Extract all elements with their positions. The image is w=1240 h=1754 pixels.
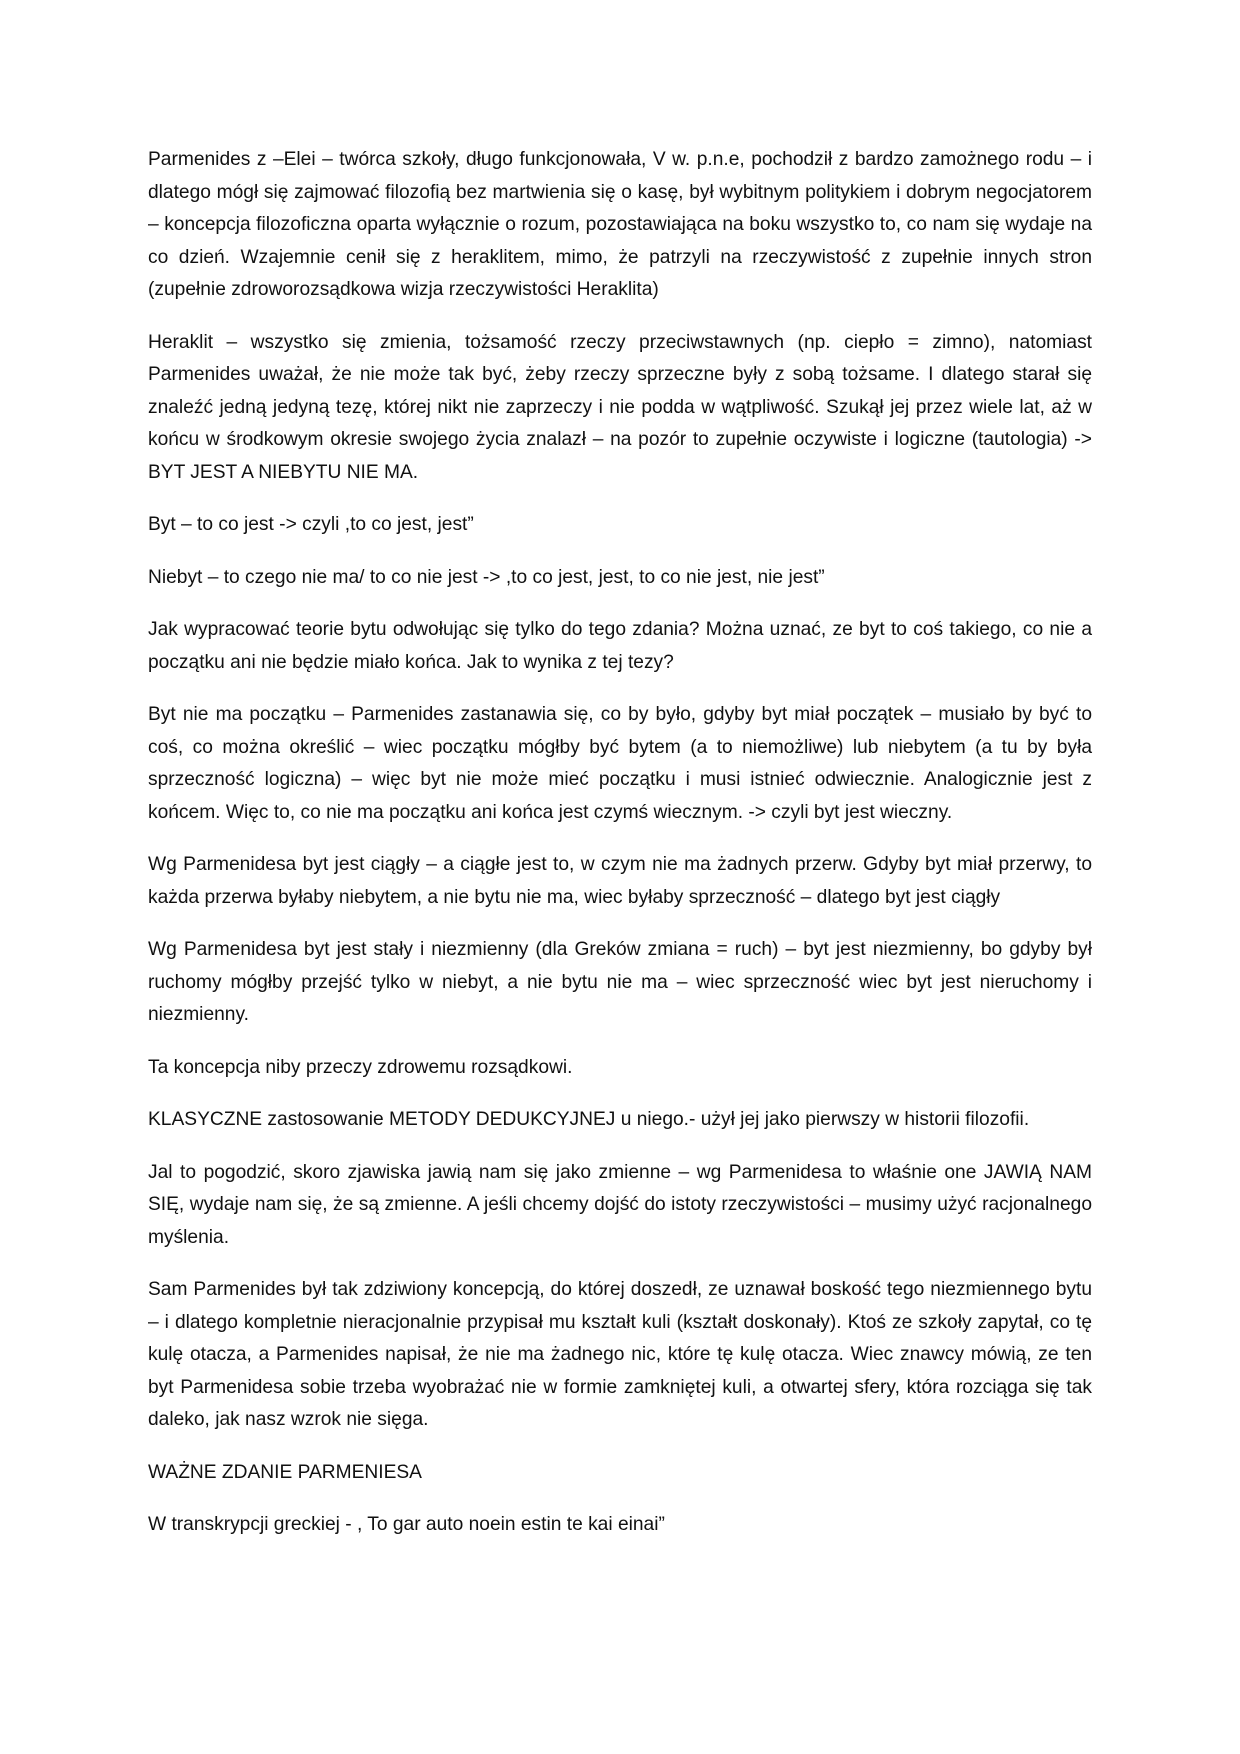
paragraph-byt-definition: Byt – to co jest -> czyli ,to co jest, jest” — [148, 514, 474, 535]
paragraph-niebyt-definition: Niebyt – to czego nie ma/ to co nie jest -> ,to co jest, jest, to co nie jest, nie jest” — [148, 566, 825, 588]
paragraph-sphere: Sam Parmenides był tak zdziwiony koncepcją, do której doszedł, ze uznawał boskość tego niezmiennego bytu – i dlatego kompletnie nieracjonalnie przypisał mu kształt kuli (kształt doskonały). Ktoś ze szkoły zapytał, co tę kulę otacza, a Parmenides napisał, że nie ma żadnego nic, które tę kulę otacza. Wiec znawcy mówią, ze ten byt Parmenidesa sobie trzeba wyobrażać nie w formie zamkniętej kuli, a otwartej sfery, która rozciąga się tak daleko, jak nasz wzrok nie sięga. — [148, 1279, 1092, 1430]
paragraph-greek-transcription: W transkrypcji greckiej - , To gar auto noein estin te kai einai” — [148, 1514, 665, 1535]
paragraph-important-heading: WAŻNE ZDANIE PARMENIESA — [148, 1461, 422, 1483]
paragraph-deductive-method: KLASYCZNE zastosowanie METODY DEDUKCYJNEJ u niego.- użył jej jako pierwszy w historii filozofii. — [148, 1109, 1030, 1130]
paragraph-parmenides-intro: Parmenides z –Elei – twórca szkoły, długo funkcjonowała, V w. p.n.e, pochodził z bardzo zamożnego rodu – i dlatego mógł się zajmować filozofią bez martwienia się o kasę, był wybitnym politykiem i dobrym negocjatorem – koncepcja filozoficzna oparta wyłącznie o rozum, pozostawiająca na boku wszystko to, co nam się wydaje na co dzień. Wzajemnie cenił się z heraklitem, mimo, że patrzyli na rzeczywistość z zupełnie innych stron (zupełnie zdroworozsądkowa wizja rzeczywistości Heraklita) — [148, 149, 1092, 300]
paragraph-heraklit: Heraklit – wszystko się zmienia, tożsamość rzeczy przeciwstawnych (np. ciepło = zimno), natomiast Parmenides uważał, że nie może tak być, żeby rzeczy sprzeczne były z sobą tożsame. I dlatego starał się znaleźć jedną jedyną tezę, której nikt nie zaprzeczy i nie podda w wątpliwość. Szukął jej przez wiele lat, aż w końcu w środkowym okresie swojego życia znalazł – na pozór to zupełnie oczywiste i logiczne (tautologia) -> BYT JEST A NIEBYTU NIE MA. — [148, 331, 1092, 483]
document-page — [148, 144, 1092, 1562]
paragraph-no-beginning: Byt nie ma początku – Parmenides zastanawia się, co by było, gdyby byt miał początek – musiało by być to coś, co można określić – wiec początku mógłby być bytem (a to niemożliwe) lub niebytem (a tu by była sprzeczność logiczna) – więc byt nie może mieć początku i musi istnieć odwiecznie. Analogicznie jest z końcem. Więc to, co nie ma początku ani końca jest czymś wiecznym. -> czyli byt jest wieczny. — [148, 704, 1092, 823]
paragraph-theory-question: Jak wypracować teorie bytu odwołując się tylko do tego zdania? Można uznać, ze byt to coś takiego, co nie a początku ani nie będzie miało końca. Jak to wynika z tej tezy? — [148, 619, 1092, 673]
paragraph-common-sense: Ta koncepcja niby przeczy zdrowemu rozsądkowi. — [148, 1056, 573, 1078]
paragraph-unchanging: Wg Parmenidesa byt jest stały i niezmienny (dla Greków zmiana = ruch) – byt jest niezmienny, bo gdyby był ruchomy mógłby przejść tylko w niebyt, a nie bytu nie ma – wiec sprzeczność wiec byt jest nieruchomy i niezmienny. — [148, 939, 1092, 1025]
paragraph-appearances: Jal to pogodzić, skoro zjawiska jawią nam się jako zmienne – wg Parmenidesa to właśnie one JAWIĄ NAM SIĘ, wydaje nam się, że są zmienne. A jeśli chcemy dojść do istoty rzeczywistości – musimy użyć racjonalnego myślenia. — [148, 1161, 1092, 1248]
paragraph-continuous: Wg Parmenidesa byt jest ciągły – a ciągłe jest to, w czym nie ma żadnych przerw. Gdyby byt miał przerwy, to każda przerwa byłaby niebytem, a nie bytu nie ma, wiec byłaby sprzeczność – dlatego byt jest ciągły — [148, 854, 1092, 908]
